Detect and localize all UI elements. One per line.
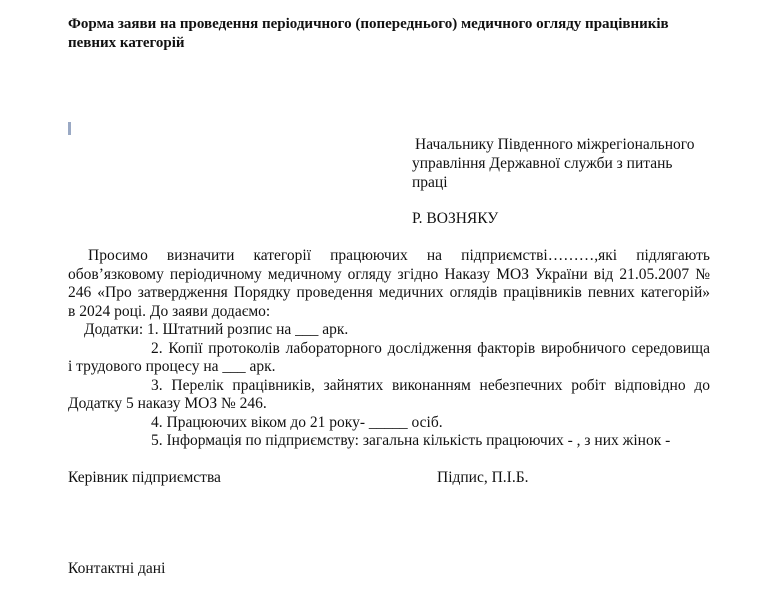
attachment-3-line-2: Додатку 5 наказу МОЗ № 246. <box>68 395 267 412</box>
form-title-line-2: певних категорій <box>68 35 185 51</box>
contacts-label: Контактні дані <box>68 560 166 577</box>
signature-label: Підпис, П.І.Б. <box>437 469 529 486</box>
attachment-3-line-1: 3. Перелік працівників, зайнятих виконанням небезпечних робіт відповідно до <box>151 376 710 394</box>
body-line-2: обов’язковому періодичному медичному огляду згідно Наказу МОЗ України від 21.05.2007 № <box>68 265 710 283</box>
application-body <box>68 247 710 451</box>
attachment-2-line-2: і трудового процесу на ___ арк. <box>68 358 276 375</box>
attachment-1: Додатки: 1. Штатний розпис на ___ арк. <box>84 321 349 338</box>
addressee-block <box>412 135 732 192</box>
body-line-4: в 2024 році. До заяви додаємо: <box>68 302 271 320</box>
attachment-5: 5. Інформація по підприємству: загальна кількість працюючих - , з них жінок - <box>151 432 671 449</box>
text-cursor-marker <box>68 122 71 135</box>
addressee-line-1: Начальнику Південного міжрегіонального <box>415 136 695 153</box>
body-line-3: 246 «Про затвердження Порядку проведення медичних оглядів працівників певних категорій» <box>68 284 710 301</box>
attachment-4: 4. Працюючих віком до 21 року- _____ осіб. <box>151 413 443 431</box>
addressee-line-2: управління Державної служби з питань <box>412 155 673 172</box>
body-line-1: Просимо визначити категорії працюючих на підприємстві………,які підлягають <box>88 247 710 264</box>
attachment-2-line-1: 2. Копії протоколів лабораторного дослідження факторів виробничого середовища <box>151 339 710 357</box>
addressee-name: Р. ВОЗНЯКУ <box>412 210 499 227</box>
manager-label: Керівник підприємства <box>68 469 221 486</box>
form-title <box>68 15 728 53</box>
addressee-line-3: праці <box>412 174 448 191</box>
form-title-line-1: Форма заяви на проведення періодичного (попереднього) медичного огляду працівників <box>68 16 669 32</box>
